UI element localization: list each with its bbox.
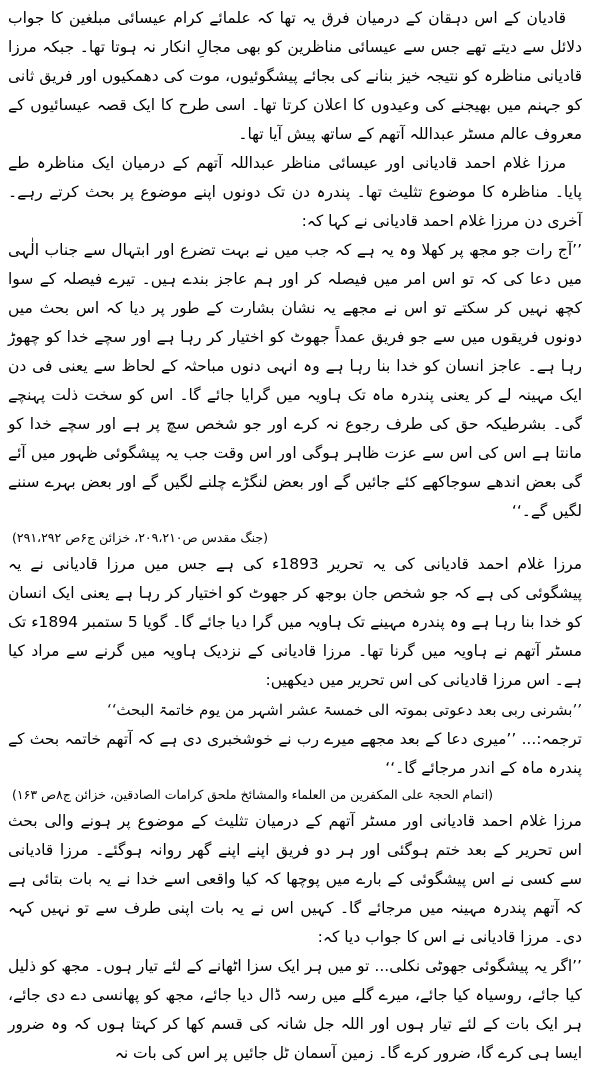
reference-jang-muqaddas: (جنگ مقدس ص۲۰۹،۲۱۰، خزائن ج۶ص ۲۹۱،۲۹۲) (12, 530, 268, 545)
paragraph-1893: مرزا غلام احمد قادیانی کی یہ تحریر 1893ء کی ہے جس میں مرزا قادیانی نے یہ پیشگوئی کی ہے کہ جو شخص جان بوجھ کر جھوٹ کو اختیار کر رہا ہے یعنی ایک انسان کو خدا بنا رہا ہے وہ پندرہ مہینے تک ہاویہ میں گرا دیا جائے گا۔ گویا 5 ستمبر 1894ء تک مسٹر آتھم نے ہاویہ میں گرنا تھا۔ مرزا قادیانی کے نزدیک ہاویہ میں گرنے سے مراد کیا ہے۔ اس مرزا قادیانی کی اس تحریر میں دیکھیں: (8, 555, 582, 689)
paragraph-intro: قادیان کے اس دہقان کے درمیان فرق یہ تھا کہ علمائے کرام عیسائی مبلغین کا جواب دلائل سے دیتے تھے جس سے عیسائی مناظرین کو بھی مجالِ انکار نہ ہوتا تھا۔ جبکہ مرزا قادیانی مناظرہ کو نتیجہ خیز بنانے کی بجائے پیشگوئیوں، موت کی دھمکیوں اور فریق ثانی کو جہنم میں بھیجنے کی وعیدوں کا اعلان کرتا تھا۔ اسی طرح کا ایک قصہ عیسائیوں کے معروف عالم مسٹر عبداللہ آتھم کے ساتھ پیش آیا تھا۔ (8, 9, 582, 143)
translation: ترجمہ:... ’’میری دعا کے بعد مجھے میرے رب نے خوشخبری دی ہے کہ آتھم خاتمہ بحث کے پندرہ ماہ کے اندر مرجائے گا۔‘‘ (8, 730, 582, 777)
paragraph-debate: مرزا غلام احمد قادیانی اور عیسائی مناظر عبداللہ آتھم کے درمیان ایک مناظرہ طے پایا۔ مناظرہ کا موضوع تثلیث تھا۔ پندرہ دن تک دونوں اپنے موضوع پر بحث کرتے رہے۔ آخری دن مرزا غلام احمد قادیانی نے کہا کہ: (8, 154, 582, 230)
reference-itmam-ul-hujja: (اتمام الحجۃ علی المکفرین من العلماء والمشائخ ملحق کرامات الصادقین، خزائن ج۸ص ۱۶۳) (12, 787, 494, 802)
quote-if-false: ’’اگر یہ پیشگوئی جھوٹی نکلی... تو میں ہر ایک سزا اٹھانے کے لئے تیار ہوں۔ مجھ کو ذلیل کیا جائے، روسیاہ کیا جائے، میرے گلے میں رسہ ڈال دیا جائے، مجھ کو پھانسی دے دی جائے، ہر ایک بات کے لئے تیار ہوں اور اللہ جل شانہ کی قسم کھا کر کہتا ہوں کہ وہ ضرور ایسا ہی کرے گا، ضرور کرے گا۔ زمین آسمان ٹل جائیں پر اس کی بات نہ (8, 957, 582, 1062)
arabic-quote: ’’بشرنی ربی بعد دعوتی بموتہ الی خمسۃ عشر اشہر من یوم خاتمۃ البحث‘‘ (106, 701, 582, 719)
document-page (8, 4, 582, 1062)
paragraph-after-debate: مرزا غلام احمد قادیانی اور مسٹر آتھم کے درمیان تثلیث کے موضوع پر ہونے والی بحث اس تحریر کے بعد ختم ہوگئی اور ہر دو فریق اپنے اپنے گھر روانہ ہوگئے۔ مرزا قادیانی سے کسی نے اس پیشگوئی کے بارے میں پوچھا کہ کیا واقعی اسے خدا نے یہ بات بتائی ہے کہ آتھم پندرہ مہینہ میں مرجائے گا۔ کہیں اس نے یہ بات اپنی طرف سے تو نہیں کہہ دی۔ مرزا قادیانی نے اس کا جواب دیا کہ: (8, 812, 582, 946)
quote-prophecy: ’’آج رات جو مجھ پر کھلا وہ یہ ہے کہ جب میں نے بہت تضرع اور ابتہال سے جناب الٰہی میں دعا کی کہ تو اس امر میں فیصلہ کر اور ہم عاجز بندے ہیں۔ تیرے فیصلہ کے سوا کچھ نہیں کر سکتے تو اس نے مجھے یہ نشان بشارت کے طور پر دیا کہ اس بحث میں دونوں فریقوں میں سے جو فریق عمداً جھوٹ کو اختیار کر رہا ہے اور سچے خدا کو چھوڑ رہا ہے۔ عاجز انسان کو خدا بنا رہا ہے وہ انہی دنوں مباحثہ کے لحاظ سے یعنی فی دن ایک مہینہ لے کر یعنی پندرہ ماہ تک ہاویہ میں گرایا جائے گا۔ اس کو سخت ذلت پہنچے گی۔ بشرطیکہ حق کی طرف رجوع نہ کرے اور جو شخص سچ پر ہے اور سچے خدا کو مانتا ہے اس کی اس سے عزت ظاہر ہوگی اور اس وقت جب یہ پیشگوئی ظہور میں آئے گی بعض اندھے سوجاکھے کئے جائیں گے اور بعض لنگڑے چلنے لگیں گے اور بعض بہرے سننے لگیں گے۔‘‘ (8, 241, 582, 520)
